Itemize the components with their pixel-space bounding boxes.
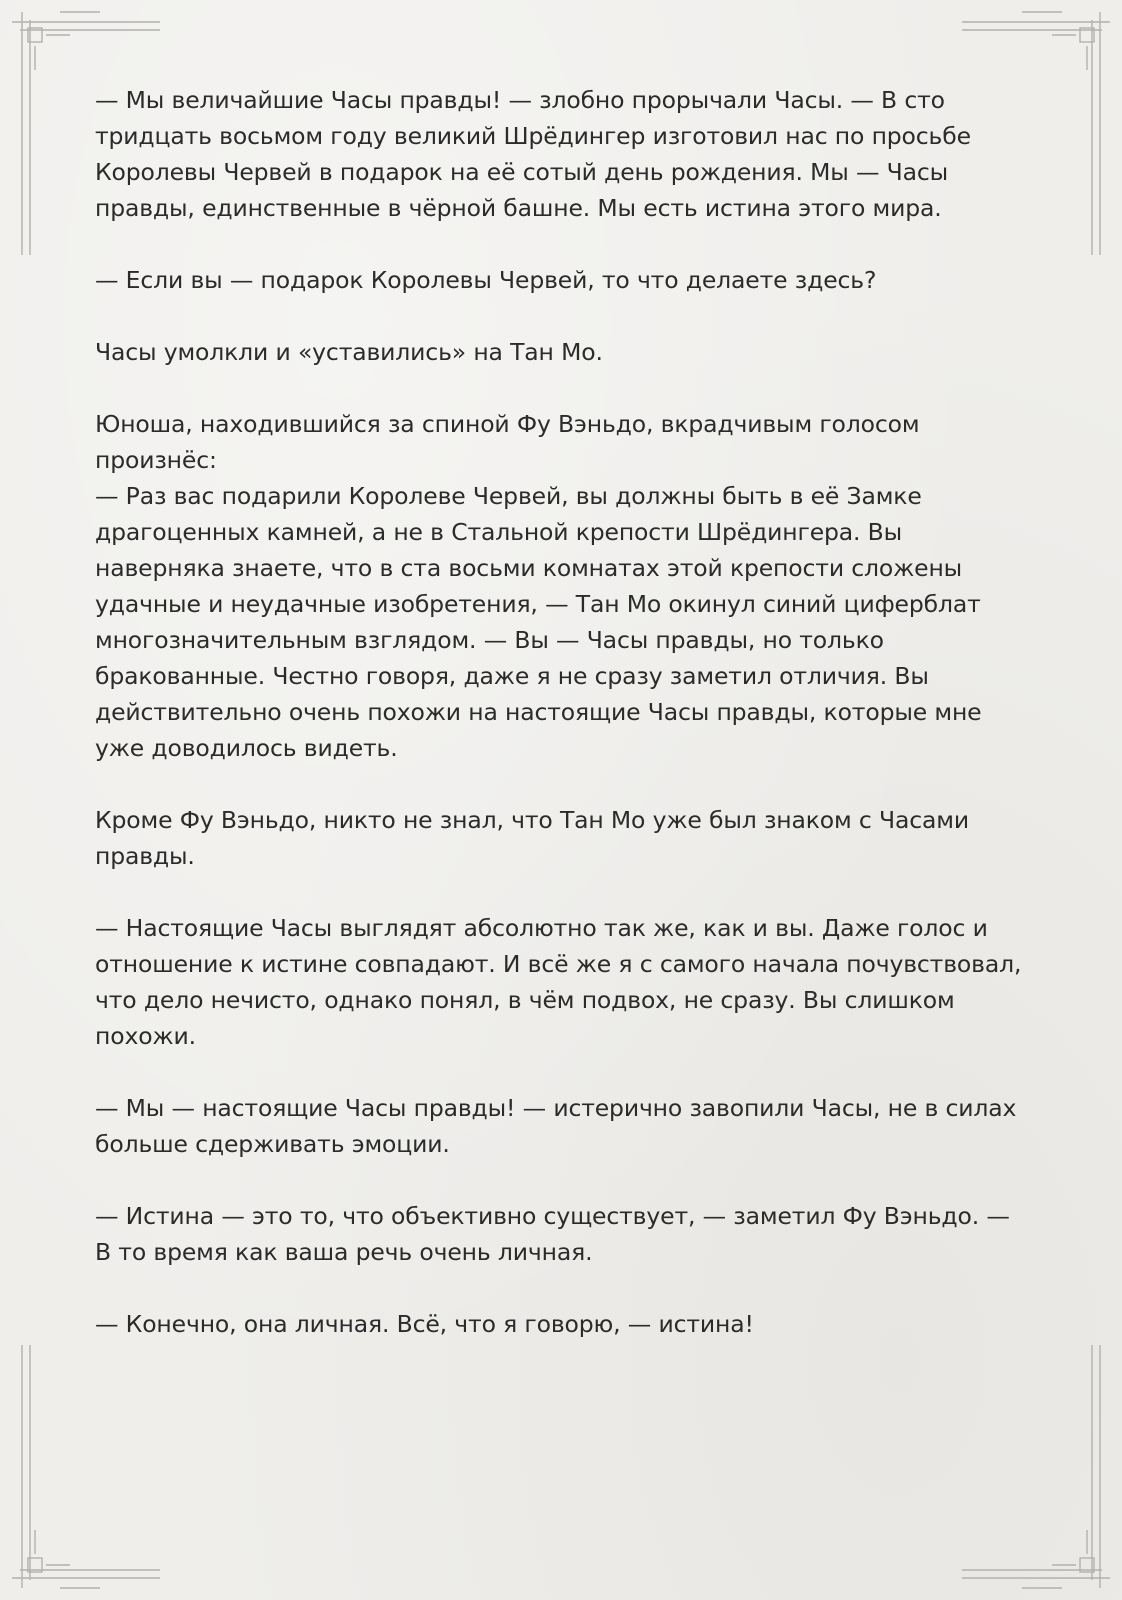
text-line: — Мы — настоящие Часы правды! — истерично завопили Часы, не в силах xyxy=(95,1094,1017,1122)
text-line: Королевы Червей в подарок на её сотый день рождения. Мы — Часы xyxy=(95,158,949,186)
text-line: Юноша, находившийся за спиной Фу Вэньдо, вкрадчивым голосом xyxy=(95,410,920,438)
text-line: больше сдерживать эмоции. xyxy=(95,1130,450,1158)
text-line: бракованные. Честно говоря, даже я не сразу заметил отличия. Вы xyxy=(95,662,929,690)
story-text xyxy=(95,82,1035,1342)
text-line: — Если вы — подарок Королевы Червей, то что делаете здесь? xyxy=(95,266,877,294)
paragraph-truth-objective xyxy=(95,1198,1035,1270)
text-line: действительно очень похожи на настоящие Часы правды, которые мне xyxy=(95,698,982,726)
text-line: правды, единственные в чёрной башне. Мы есть истина этого мира. xyxy=(95,194,942,222)
paragraph-final-retort xyxy=(95,1306,1035,1342)
text-line: драгоценных камней, а не в Стальной крепости Шрёдингера. Вы xyxy=(95,518,903,546)
text-line: — Мы величайшие Часы правды! — злобно прорычали Часы. — В сто xyxy=(95,86,945,114)
paragraph-clocks-claim xyxy=(95,82,1035,226)
text-line: многозначительным взглядом. — Вы — Часы правды, но только xyxy=(95,626,884,654)
text-line: Кроме Фу Вэньдо, никто не знал, что Тан Мо уже был знаком с Часами xyxy=(95,806,969,834)
text-line: — Истина — это то, что объективно существует, — заметил Фу Вэньдо. — xyxy=(95,1202,1010,1230)
frame-corner-bottom-right xyxy=(962,1345,1110,1588)
text-line: что дело нечисто, однако понял, в чём подвох, не сразу. Вы слишком xyxy=(95,986,955,1014)
frame-corner-bottom-left xyxy=(12,1345,160,1588)
paragraph-fu-wendo-knew xyxy=(95,802,1035,874)
paragraph-youth-speech xyxy=(95,406,1035,766)
text-line: Часы умолкли и «уставились» на Тан Мо. xyxy=(95,338,603,366)
text-line: — Раз вас подарили Королеве Червей, вы должны быть в её Замке xyxy=(95,482,922,510)
text-line: удачные и неудачные изобретения, — Тан Мо окинул синий циферблат xyxy=(95,590,981,618)
text-line: тридцать восьмом году великий Шрёдингер изготовил нас по просьбе xyxy=(95,122,971,150)
text-line: правды. xyxy=(95,842,195,870)
text-line: похожи. xyxy=(95,1022,196,1050)
text-line: — Конечно, она личная. Всё, что я говорю, — истина! xyxy=(95,1310,754,1338)
paragraph-real-clocks xyxy=(95,910,1035,1054)
text-line: отношение к истине совпадают. И всё же я с самого начала почувствовал, xyxy=(95,950,1022,978)
paragraph-clocks-silent xyxy=(95,334,1035,370)
paragraph-clocks-scream xyxy=(95,1090,1035,1162)
text-line: уже доводилось видеть. xyxy=(95,734,398,762)
text-line: — Настоящие Часы выглядят абсолютно так же, как и вы. Даже голос и xyxy=(95,914,988,942)
text-line: наверняка знаете, что в ста восьми комнатах этой крепости сложены xyxy=(95,554,963,582)
text-line: В то время как ваша речь очень личная. xyxy=(95,1238,593,1266)
text-line: произнёс: xyxy=(95,446,217,474)
paragraph-question xyxy=(95,262,1035,298)
